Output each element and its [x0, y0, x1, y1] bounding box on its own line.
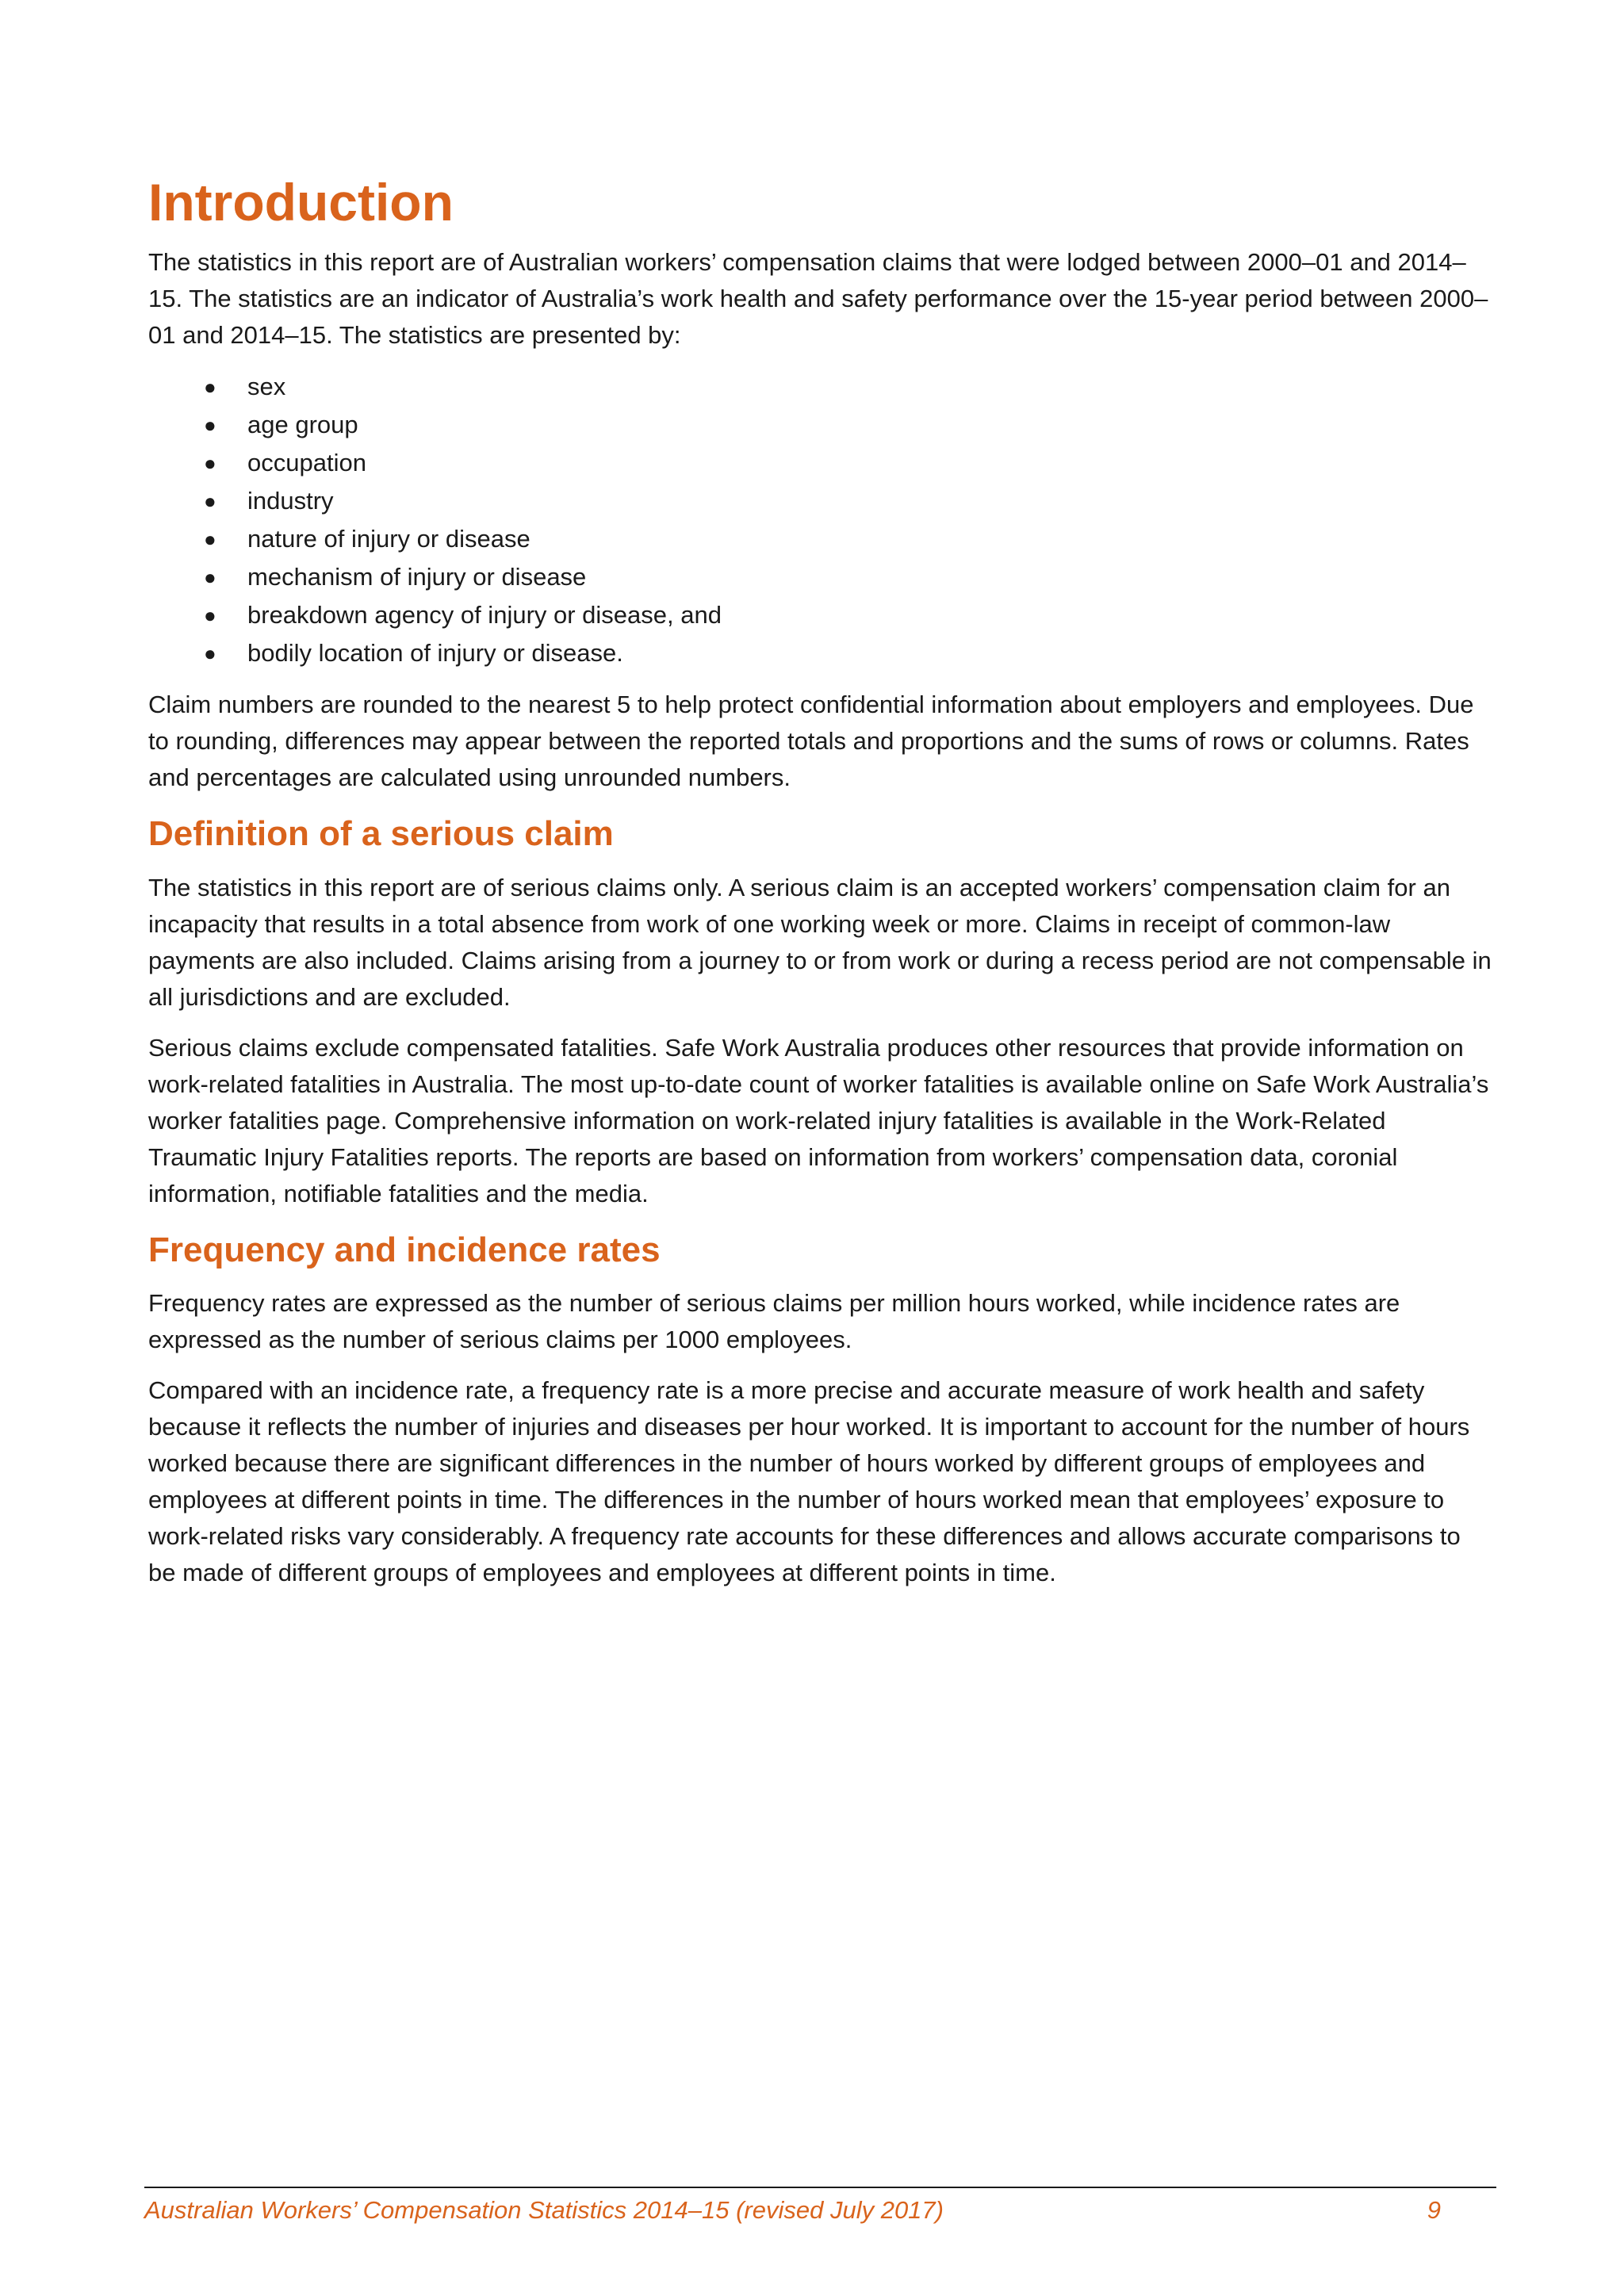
- section-heading-rates: Frequency and incidence rates: [148, 1230, 661, 1269]
- definition-paragraph-2: Serious claims exclude compensated fatalities. Safe Work Australia produces other resources that provide information on work-related fatalities in Australia. The most up-to-date count of worker fatalities is available online on Safe Work Australia’s worker fatalities page. Comprehensive information on work-related injury fatalities is available in the Work-Related Traumatic Injury Fatalities reports. The reports are based on information from workers’ compensation data, coronial information, notifiable fatalities and the media.: [148, 1033, 1489, 1207]
- document-body: [148, 173, 1492, 1605]
- list-item: ● mechanism of injury or disease: [148, 558, 1492, 596]
- bullet-icon: ●: [204, 526, 216, 551]
- page-title: Introduction: [148, 173, 454, 232]
- rates-paragraph-2: Compared with an incidence rate, a frequency rate is a more precise and accurate measure of work health and safety because it reflects the number of injuries and diseases per hour worked. It is important to account for the number of hours worked because there are significant differences in the number of hours worked by different groups of employees and employees at different points in time. The differences in the number of hours worked mean that employees’ exposure to work-related risks vary considerably. A frequency rate accounts for these differences and allows accurate comparisons to be made of different groups of employees and employees at different points in time.: [148, 1376, 1470, 1587]
- bullet-icon: ●: [204, 374, 216, 399]
- page-footer: [144, 2187, 1496, 2225]
- bullet-icon: ●: [204, 412, 216, 437]
- definition-paragraph-1: The statistics in this report are of serious claims only. A serious claim is an accepted workers’ compensation claim for an incapacity that results in a total absence from work of one working week or more. Claims in receipt of common-law payments are also included. Claims arising from a journey to or from work or during a recess period are not compensable in all jurisdictions and are excluded.: [148, 873, 1492, 1011]
- list-item: ● bodily location of injury or disease.: [148, 634, 1492, 672]
- list-item: ● age group: [148, 406, 1492, 444]
- list-item: ● sex: [148, 368, 1492, 406]
- list-item: ● occupation: [148, 444, 1492, 482]
- presented-by-list: [148, 368, 1492, 672]
- footer-title: Australian Workers’ Compensation Statistics 2014–15 (revised July 2017): [144, 2196, 944, 2224]
- section-heading-definition: Definition of a serious claim: [148, 813, 614, 853]
- bullet-icon: ●: [204, 564, 216, 589]
- rates-paragraph-1: Frequency rates are expressed as the number of serious claims per million hours worked, while incidence rates are expressed as the number of serious claims per 1000 employees.: [148, 1289, 1400, 1354]
- bullet-icon: ●: [204, 450, 216, 475]
- bullet-icon: ●: [204, 641, 216, 665]
- bullet-icon: ●: [204, 488, 216, 513]
- rounding-paragraph: Claim numbers are rounded to the nearest 5 to help protect confidential information about employers and employees. Due to rounding, differences may appear between the reported totals and proportions and the sums of rows or columns. Rates and percentages are calculated using unrounded numbers.: [148, 690, 1474, 791]
- bullet-icon: ●: [204, 603, 216, 627]
- intro-paragraph: The statistics in this report are of Australian workers’ compensation claims that were lodged between 2000–01 and 2014–15. The statistics are an indicator of Australia’s work health and safety performance over the 15-year period between 2000–01 and 2014–15. The statistics are presented by:: [148, 247, 1488, 349]
- page-number: 9: [1427, 2196, 1441, 2224]
- list-item: ● breakdown agency of injury or disease, and: [148, 596, 1492, 634]
- list-item: ● nature of injury or disease: [148, 520, 1492, 558]
- list-item: ● industry: [148, 482, 1492, 520]
